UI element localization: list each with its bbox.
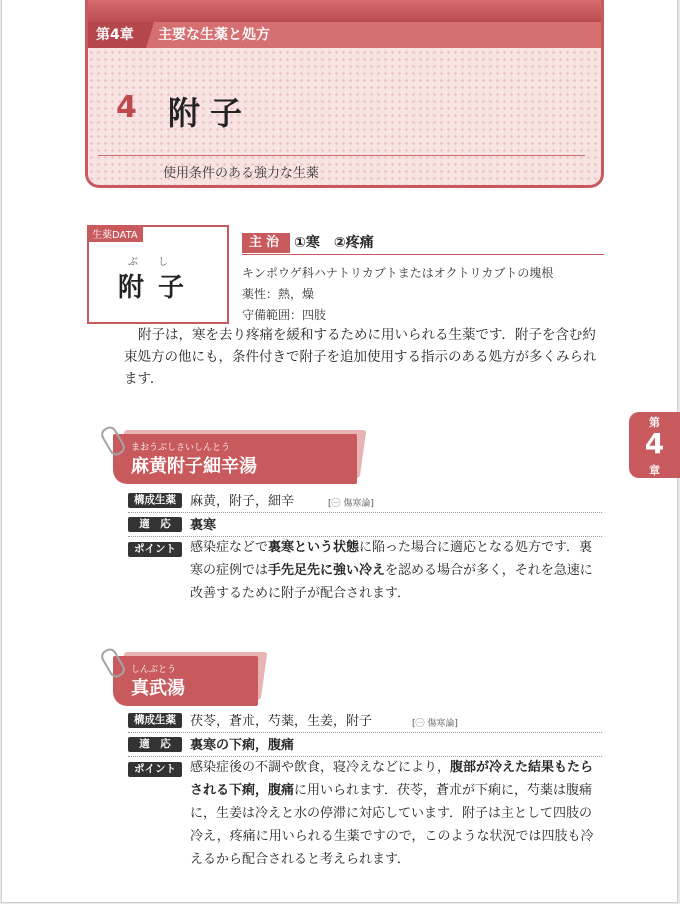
indication-tag: 適 応 [128,517,182,532]
prescription-name: 麻黄附子細辛湯 [131,456,257,477]
point-run: 感染症などで [190,540,269,555]
dotted-divider [128,732,602,733]
dotted-divider [128,512,602,513]
header-top-bar [88,0,601,22]
header-divider [98,155,585,156]
point-run: に用いられます．茯苓，蒼朮が下痢に，芍薬は腹痛に，生姜は冷えと水の停滞に対応しています．附子は主として四肢の冷え，疼痛に用いられる生薬ですので，このような状況では四肢も冷えるから配合されると考えられます． [190,783,594,867]
point-tag: ポイント [128,762,182,777]
point-emphasis: 裏寒という状態 [268,540,360,555]
ingredients-text: 茯苓，蒼朮，芍薬，生姜，附子 [190,714,373,729]
shuchi-divider [242,254,604,255]
source-text: [㊀ 傷寒論] [412,719,458,729]
ingredients-tag: 構成生薬 [128,493,182,508]
prescription-name: 真武湯 [131,678,185,699]
prescription-ribbon [113,656,258,710]
chapter-side-tab [629,412,680,478]
item-number: 4 [116,90,137,125]
page-subtitle: 使用条件のある強力な生薬 [163,166,320,181]
point-tag: ポイント [128,542,182,557]
intro-paragraph: 附子は，寒を去り疼痛を緩和するために用いられる生薬です．附子を含む約束処方の他にも，条件付きで附子を追加使用する指示のある処方が多くみられます． [124,327,597,387]
prescription-ruby: しんぶとう [131,665,177,675]
chapter-label: 第4章 [88,22,146,48]
shuchi-text: ①寒 ②疼痛 [294,235,374,251]
herb-data-box [87,225,229,324]
point-text [190,756,602,871]
prescription-ruby: まおうぶしさいしんとう [131,443,231,453]
page [1,0,678,903]
indication-text: 裏寒 [190,518,217,533]
point-text [190,536,602,605]
shuchi-tag: 主治 [242,233,290,253]
section-label: 主要な生薬と処方 [158,27,270,43]
page-title: 附子 [168,94,253,132]
side-tab-number: 4 [644,427,665,460]
source-text: [㊀ 傷寒論] [328,499,374,509]
prescription-ribbon [113,434,357,488]
indication-text: 裏寒の下痢，腹痛 [190,738,295,753]
herb-range: 守備範囲：四肢 [242,308,327,322]
point-run: 感染症後の不調や飲食，寝冷えなどにより， [190,760,451,775]
indication-tag: 適 応 [128,737,182,752]
point-emphasis: 腹部が冷えた結果もたらされる下痢，腹痛 [190,760,594,798]
chapter-header [85,0,604,188]
point-run: を認める場合が多く，それを急速に改善するために附子が配合されます． [190,563,593,601]
herb-ruby: ぶし [128,257,188,268]
herb-data-label: 生薬DATA [87,225,143,242]
point-run: に陥った場合に適応となる処方です．裏寒の症例では [190,540,592,578]
point-emphasis: 手先足先に強い冷え [268,563,386,578]
ingredients-tag: 構成生薬 [128,713,182,728]
ingredients-text: 麻黄，附子，細辛 [190,494,295,509]
herb-origin: キンポウゲ科ハナトリカブトまたはオクトリカブトの塊根 [242,266,554,280]
side-tab-top: 第 [649,416,660,429]
side-tab-bottom: 章 [649,464,660,477]
herb-name: 附子 [117,273,198,303]
herb-property: 薬性：熱，燥 [242,287,315,301]
